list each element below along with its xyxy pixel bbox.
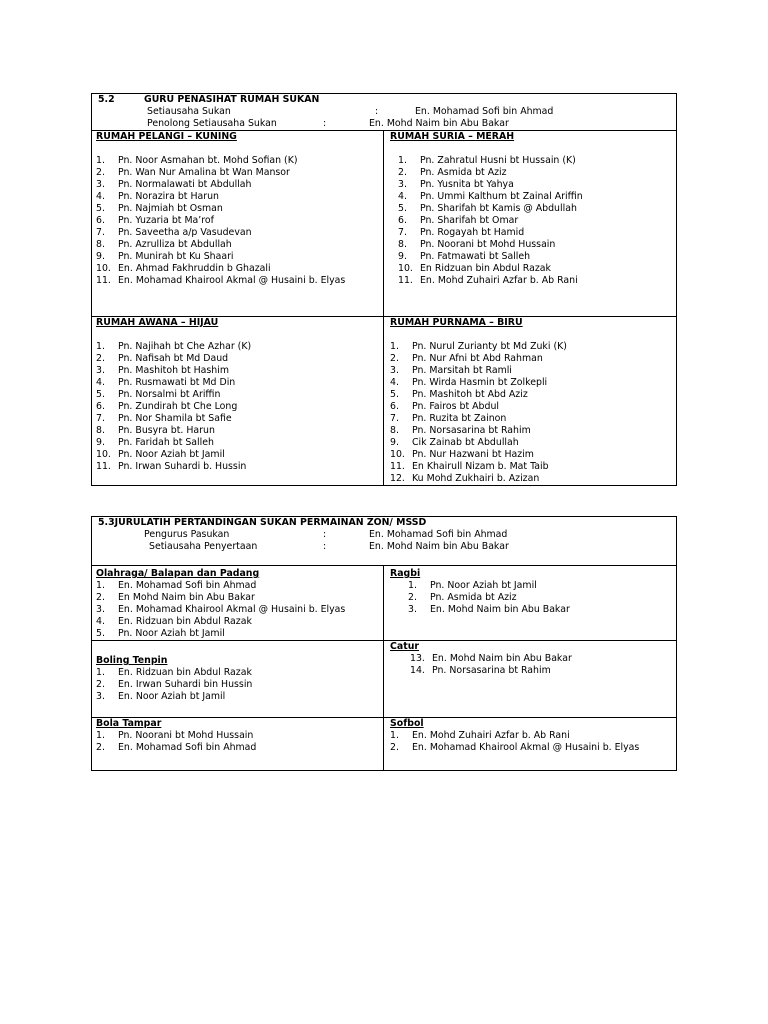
item-number: 4. <box>390 377 399 388</box>
member-name: Pn. Sharifah bt Kamis @ Abdullah <box>420 203 577 214</box>
member-name: Pn. Norsasarina bt Rahim <box>412 425 531 436</box>
member-name: Pn. Wan Nur Amalina bt Wan Mansor <box>118 167 290 178</box>
list-item <box>390 239 672 251</box>
member-name: Pn. Fairos bt Abdul <box>412 401 499 412</box>
member-name: En. Ridzuan bin Abdul Razak <box>118 616 252 627</box>
item-number: 8. <box>96 239 105 250</box>
member-list <box>390 730 672 754</box>
member-name: Pn. Munirah bt Ku Shaari <box>118 251 234 262</box>
member-name: Pn. Saveetha a/p Vasudevan <box>118 227 252 238</box>
member-name: Pn. Noorani bt Mohd Hussain <box>420 239 556 250</box>
list-item <box>390 653 672 665</box>
item-number: 4. <box>398 191 407 202</box>
member-name: Pn. Nafisah bt Md Daud <box>118 353 229 364</box>
sport-title: Catur <box>390 641 419 652</box>
item-number: 4. <box>96 616 105 627</box>
member-name: Pn. Rusmawati bt Md Din <box>118 377 236 388</box>
item-number: 2. <box>408 592 417 603</box>
item-number: 6. <box>96 401 105 412</box>
item-number: 1. <box>96 730 105 741</box>
list-item <box>96 730 379 742</box>
item-number: 6. <box>390 401 399 412</box>
item-number: 10. <box>390 449 405 460</box>
member-name: Pn. Ummi Kalthum bt Zainal Ariffin <box>420 191 583 202</box>
item-number: 1. <box>96 155 105 166</box>
list-item <box>96 437 379 449</box>
sport-cell-bola-tampar <box>92 718 384 770</box>
member-name: Pn. Norazira bt Harun <box>118 191 219 202</box>
list-item <box>390 413 672 425</box>
list-item <box>96 389 379 401</box>
sport-cell-boling <box>92 641 384 717</box>
member-name: En Ridzuan bin Abdul Razak <box>420 263 551 274</box>
member-name: Pn. Azrulliza bt Abdullah <box>118 239 232 250</box>
section-header <box>92 94 676 131</box>
item-number: 3. <box>398 179 407 190</box>
list-item <box>390 179 672 191</box>
list-item <box>96 580 379 592</box>
role-name: En. Mohd Naim bin Abu Bakar <box>369 541 509 552</box>
sport-cell-ragbi <box>384 566 676 640</box>
list-item <box>390 353 672 365</box>
member-name: En. Mohd Naim bin Abu Bakar <box>430 604 570 615</box>
list-item <box>390 251 672 263</box>
sport-cell-sofbol <box>384 718 676 770</box>
member-name: Pn. Noor Aziah bt Jamil <box>118 628 225 639</box>
member-list <box>96 580 379 640</box>
list-item <box>96 275 379 287</box>
item-number: 1. <box>398 155 407 166</box>
sport-title: Boling Tenpin <box>96 655 168 666</box>
member-name: Pn. Marsitah bt Ramli <box>412 365 512 376</box>
list-item <box>96 167 379 179</box>
house-title: RUMAH AWANA – HIJAU <box>96 317 219 328</box>
sport-cell-catur <box>384 641 676 717</box>
member-name: En. Mohd Naim bin Abu Bakar <box>432 653 572 664</box>
item-number: 9. <box>96 251 105 262</box>
item-number: 10. <box>398 263 413 274</box>
house-row <box>92 317 676 485</box>
house-title: RUMAH PELANGI – KUNING <box>96 131 237 142</box>
list-item <box>96 667 379 679</box>
item-number: 5. <box>398 203 407 214</box>
member-name: Pn. Norsasarina bt Rahim <box>432 665 551 676</box>
member-name: Pn. Zahratul Husni bt Hussain (K) <box>420 155 576 166</box>
member-name: Pn. Yuzaria bt Ma’rof <box>118 215 214 226</box>
section-title: 5.3JURULATIH PERTANDINGAN SUKAN PERMAINAN ZON/ MSSD <box>98 517 427 528</box>
member-name: Pn. Yusnita bt Yahya <box>420 179 514 190</box>
list-item <box>390 742 672 754</box>
item-number: 3. <box>390 365 399 376</box>
list-item <box>96 191 379 203</box>
member-name: Pn. Faridah bt Salleh <box>118 437 214 448</box>
member-list <box>96 155 379 287</box>
list-item <box>390 730 672 742</box>
list-item <box>96 263 379 275</box>
item-number: 2. <box>96 742 105 753</box>
item-number: 11. <box>96 275 111 286</box>
coaches-table <box>91 516 677 771</box>
list-item <box>390 425 672 437</box>
member-name: En. Ridzuan bin Abdul Razak <box>118 667 252 678</box>
list-item <box>390 263 672 275</box>
member-name: Ku Mohd Zukhairi b. Azizan <box>412 473 540 484</box>
list-item <box>96 251 379 263</box>
house-title: RUMAH PURNAMA – BIRU <box>390 317 523 328</box>
role-colon: : <box>323 541 327 552</box>
list-item <box>96 155 379 167</box>
member-name: Pn. Rogayah bt Hamid <box>420 227 525 238</box>
role-label: Setiausaha Sukan <box>147 106 231 117</box>
member-list <box>96 667 379 703</box>
member-name: Pn. Ruzita bt Zainon <box>412 413 507 424</box>
house-cell-purnama <box>384 317 676 485</box>
member-name: En. Mohamad Khairool Akmal @ Husaini b. Elyas <box>118 604 346 615</box>
member-list <box>96 341 379 473</box>
list-item <box>96 227 379 239</box>
item-number: 13. <box>410 653 425 664</box>
list-item <box>96 203 379 215</box>
member-list <box>390 341 672 485</box>
list-item <box>390 203 672 215</box>
item-number: 3. <box>408 604 417 615</box>
list-item <box>96 679 379 691</box>
list-item <box>96 616 379 628</box>
list-item <box>390 665 672 677</box>
section-number: 5.2 <box>98 94 115 105</box>
sport-title: Bola Tampar <box>96 718 162 729</box>
list-item <box>96 377 379 389</box>
item-number: 3. <box>96 691 105 702</box>
list-item <box>96 413 379 425</box>
list-item <box>96 742 379 754</box>
item-number: 5. <box>96 628 105 639</box>
member-name: Pn. Noorani bt Mohd Hussain <box>118 730 254 741</box>
member-name: Pn. Nur Afni bt Abd Rahman <box>412 353 543 364</box>
item-number: 5. <box>390 389 399 400</box>
member-name: Pn. Asmida bt Aziz <box>420 167 507 178</box>
house-cell-pelangi <box>92 131 384 316</box>
role-name: En. Mohamad Sofi bin Ahmad <box>369 529 508 540</box>
member-list <box>390 653 672 677</box>
list-item <box>96 365 379 377</box>
item-number: 1. <box>408 580 417 591</box>
list-item <box>96 239 379 251</box>
member-name: Pn. Mashitoh bt Abd Aziz <box>412 389 528 400</box>
member-name: Pn. Fatmawati bt Salleh <box>420 251 531 262</box>
item-number: 8. <box>398 239 407 250</box>
list-item <box>390 461 672 473</box>
item-number: 3. <box>96 179 105 190</box>
member-name: En. Noor Aziah bt Jamil <box>118 691 226 702</box>
item-number: 11. <box>398 275 413 286</box>
member-name: Pn. Noor Aziah bt Jamil <box>118 449 225 460</box>
member-name: Pn. Noor Asmahan bt. Mohd Sofian (K) <box>118 155 298 166</box>
role-label: Setiausaha Penyertaan <box>149 541 258 552</box>
list-item <box>96 353 379 365</box>
role-name: En. Mohd Naim bin Abu Bakar <box>369 118 509 129</box>
member-name: Pn. Wirda Hasmin bt Zolkepli <box>412 377 548 388</box>
item-number: 4. <box>96 377 105 388</box>
list-item <box>390 155 672 167</box>
list-item <box>96 341 379 353</box>
sport-title: Olahraga/ Balapan dan Padang <box>96 568 260 579</box>
member-name: Pn. Normalawati bt Abdullah <box>118 179 252 190</box>
member-name: Pn. Irwan Suhardi b. Hussin <box>118 461 247 472</box>
role-colon: : <box>323 118 327 129</box>
member-name: Pn. Nor Shamila bt Safie <box>118 413 232 424</box>
item-number: 8. <box>96 425 105 436</box>
member-name: En Khairull Nizam b. Mat Taib <box>412 461 549 472</box>
role-label: Penolong Setiausaha Sukan <box>147 118 277 129</box>
role-name: En. Mohamad Sofi bin Ahmad <box>415 106 554 117</box>
list-item <box>390 580 672 592</box>
item-number: 9. <box>390 437 399 448</box>
item-number: 5. <box>96 203 105 214</box>
item-number: 6. <box>398 215 407 226</box>
item-number: 3. <box>96 604 105 615</box>
list-item <box>390 377 672 389</box>
list-item <box>390 341 672 353</box>
list-item <box>390 449 672 461</box>
role-colon: : <box>323 529 327 540</box>
house-advisors-table <box>91 93 677 486</box>
item-number: 2. <box>96 167 105 178</box>
member-name: En. Mohd Zuhairi Azfar b. Ab Rani <box>412 730 570 741</box>
member-name: Pn. Najihah bt Che Azhar (K) <box>118 341 252 352</box>
item-number: 12. <box>390 473 405 484</box>
list-item <box>390 365 672 377</box>
sport-title: Sofbol <box>390 718 424 729</box>
role-label: Pengurus Pasukan <box>144 529 230 540</box>
list-item <box>390 473 672 485</box>
list-item <box>390 592 672 604</box>
item-number: 7. <box>390 413 399 424</box>
list-item <box>390 604 672 616</box>
list-item <box>96 425 379 437</box>
item-number: 7. <box>96 413 105 424</box>
list-item <box>96 604 379 616</box>
list-item <box>390 167 672 179</box>
item-number: 7. <box>398 227 407 238</box>
item-number: 11. <box>390 461 405 472</box>
member-name: Pn. Mashitoh bt Hashim <box>118 365 229 376</box>
list-item <box>390 215 672 227</box>
item-number: 9. <box>96 437 105 448</box>
item-number: 10. <box>96 263 111 274</box>
sport-row <box>92 641 676 718</box>
house-cell-suria <box>384 131 676 316</box>
house-title: RUMAH SURIA – MERAH <box>390 131 515 142</box>
item-number: 2. <box>390 742 399 753</box>
list-item <box>96 215 379 227</box>
role-colon: : <box>375 106 379 117</box>
member-name: Pn. Nur Hazwani bt Hazim <box>412 449 534 460</box>
section-title: GURU PENASIHAT RUMAH SUKAN <box>144 94 320 105</box>
item-number: 14. <box>410 665 425 676</box>
list-item <box>96 592 379 604</box>
sport-row <box>92 566 676 641</box>
member-name: En. Mohamad Sofi bin Ahmad <box>118 580 257 591</box>
member-list <box>96 730 379 754</box>
item-number: 2. <box>96 679 105 690</box>
member-name: En. Mohamad Khairool Akmal @ Husaini b. Elyas <box>118 275 346 286</box>
member-name: En. Mohd Zuhairi Azfar b. Ab Rani <box>420 275 578 286</box>
house-cell-awana <box>92 317 384 485</box>
list-item <box>390 275 672 287</box>
member-name: En. Ahmad Fakhruddin b Ghazali <box>118 263 271 274</box>
list-item <box>390 227 672 239</box>
member-name: Pn. Asmida bt Aziz <box>430 592 517 603</box>
member-name: Cik Zainab bt Abdullah <box>412 437 519 448</box>
member-name: En. Irwan Suhardi bin Hussin <box>118 679 253 690</box>
list-item <box>96 461 379 473</box>
item-number: 7. <box>96 227 105 238</box>
item-number: 1. <box>390 730 399 741</box>
item-number: 2. <box>398 167 407 178</box>
sport-title: Ragbi <box>390 568 421 579</box>
member-name: En Mohd Naim bin Abu Bakar <box>118 592 255 603</box>
member-name: Pn. Zundirah bt Che Long <box>118 401 238 412</box>
member-name: Pn. Norsalmi bt Ariffin <box>118 389 221 400</box>
member-name: Pn. Nurul Zurianty bt Md Zuki (K) <box>412 341 567 352</box>
item-number: 2. <box>390 353 399 364</box>
item-number: 6. <box>96 215 105 226</box>
list-item <box>390 401 672 413</box>
list-item <box>390 389 672 401</box>
section-header <box>92 517 676 566</box>
item-number: 1. <box>96 341 105 352</box>
list-item <box>390 191 672 203</box>
list-item <box>390 437 672 449</box>
list-item <box>96 691 379 703</box>
member-name: Pn. Busyra bt. Harun <box>118 425 215 436</box>
item-number: 4. <box>96 191 105 202</box>
item-number: 10. <box>96 449 111 460</box>
item-number: 1. <box>96 580 105 591</box>
item-number: 11. <box>96 461 111 472</box>
item-number: 3. <box>96 365 105 376</box>
member-name: Pn. Noor Aziah bt Jamil <box>430 580 537 591</box>
item-number: 2. <box>96 353 105 364</box>
list-item <box>96 449 379 461</box>
item-number: 9. <box>398 251 407 262</box>
item-number: 1. <box>390 341 399 352</box>
sport-cell-olahraga <box>92 566 384 640</box>
house-row <box>92 131 676 317</box>
member-name: En. Mohamad Sofi bin Ahmad <box>118 742 257 753</box>
list-item <box>96 628 379 640</box>
member-name: Pn. Najmiah bt Osman <box>118 203 223 214</box>
item-number: 5. <box>96 389 105 400</box>
member-list <box>390 155 672 287</box>
member-name: Pn. Sharifah bt Omar <box>420 215 519 226</box>
list-item <box>96 179 379 191</box>
item-number: 1. <box>96 667 105 678</box>
item-number: 8. <box>390 425 399 436</box>
item-number: 2. <box>96 592 105 603</box>
list-item <box>96 401 379 413</box>
member-list <box>390 580 672 616</box>
member-name: En. Mohamad Khairool Akmal @ Husaini b. Elyas <box>412 742 640 753</box>
sport-row <box>92 718 676 770</box>
